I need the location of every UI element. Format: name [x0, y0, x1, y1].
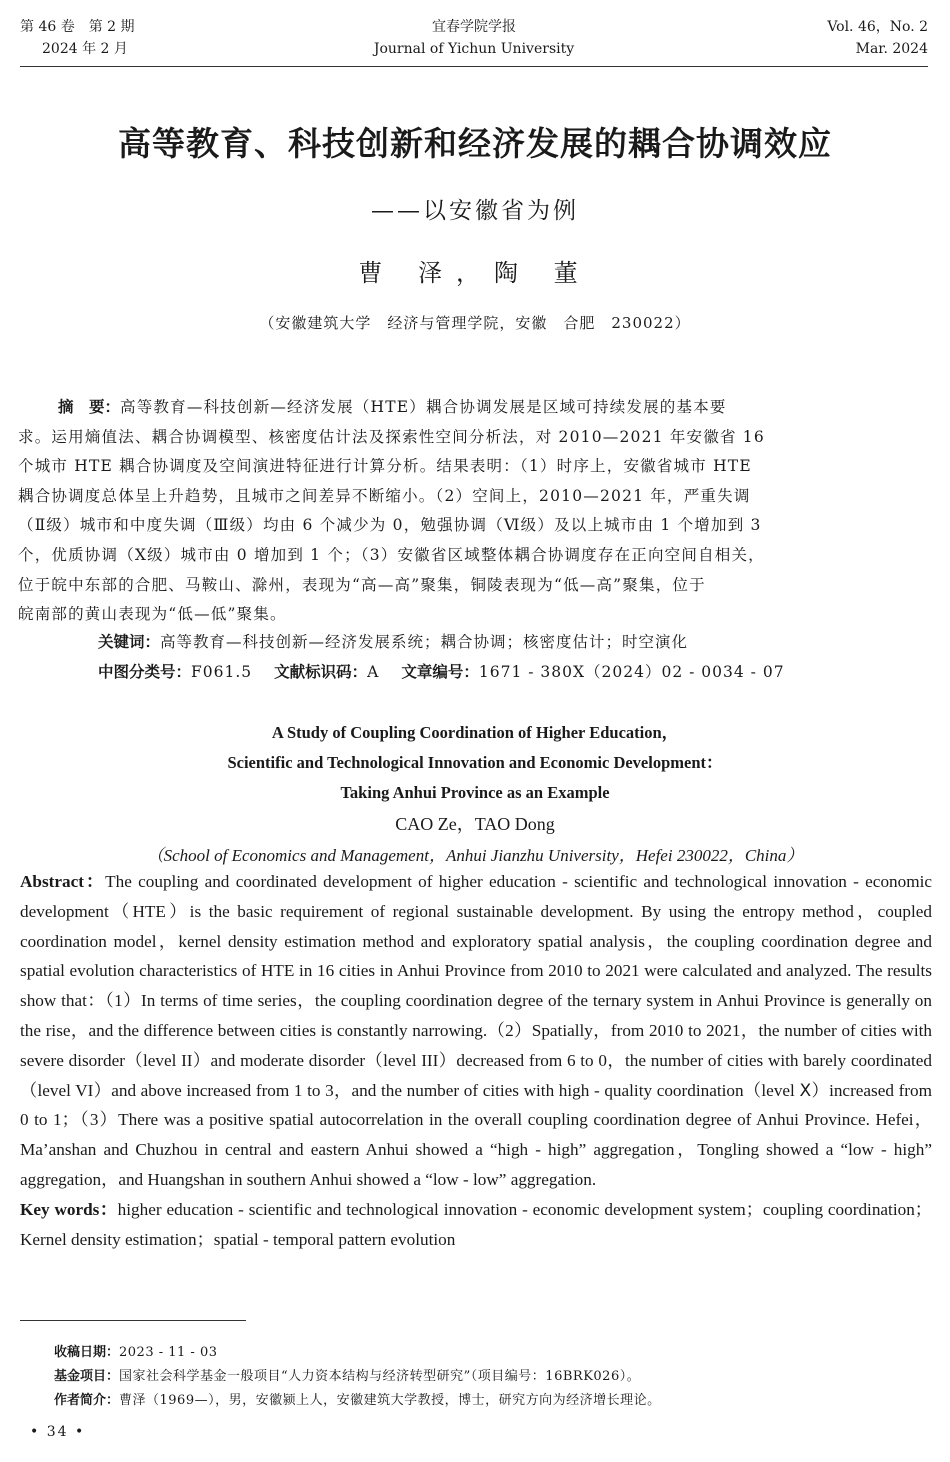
paper-subtitle: ——以安徽省为例 — [371, 198, 579, 224]
journal-name — [20, 16, 928, 60]
abstract-line-7: 位于皖中东部的合肥、马鞍山、滁州，表现为“高—高”聚集，铜陵表现为“低—高”聚集，位于 — [18, 575, 706, 594]
keywords-text: 高等教育—科技创新—经济发展系统；耦合协调；核密度估计；时空演化 — [160, 633, 689, 651]
english-abstract-text: The coupling and coordinated development of higher education - scientific and technological innovation - economic development（HTE）is the basic requirement of regional sustainable development. By using the entropy method，coupled coordination model，kernel density estimation method and exploratory spatial analysis，the coupling coordination degree and spatial evolution characteristics of HTE in 16 cities in Anhui Province from 2010 to 2021 were calculated and analyzed. The results show that：（1）In terms of time series，the coupling coordination degree of the ternary system in Anhui Province is generally on the rise，and the difference between cities is constantly narrowing.（2）Spatially，from 2010 to 2021，the number of cities with severe disorder（level II）and moderate disorder（level III）decreased from 6 to 0，the number of cities with barely coordinated（level VI）and above increased from 1 to 3，and the number of cities with high - quality coordination（level Ⅹ）increased from 0 to 1；（3）There was a positive spatial autocorrelation in the overall coupling coordination degree of Anhui Province. Hefei，Ma’anshan and Chuzhou in central and eastern Anhui showed a “high - high” aggregation，Tongling showed a “low - high” aggregation，and Huangshan in southern Anhui showed a “low - low” aggregation. — [20, 872, 932, 1189]
english-keywords-label: Key words： — [20, 1199, 118, 1219]
keywords-label: 关键词： — [98, 633, 161, 651]
paper-title: 高等教育、科技创新和经济发展的耦合协调效应 — [118, 124, 832, 163]
article-number-value: 1671 - 380X（2024）02 - 0034 - 07 — [478, 663, 785, 681]
english-keywords — [20, 1195, 932, 1255]
chinese-keywords — [98, 628, 688, 657]
clc-value: F061.5 — [191, 663, 253, 681]
footnote-fund: 基金项目：国家社会科学基金一般项目“人力资本结构与经济转型研究”（项目编号：16BRK026）。 — [54, 1369, 641, 1384]
english-title-line-2: Scientific and Technological Innovation and Economic Development： — [227, 753, 723, 772]
footnote-author: 作者简介：曹泽（1969—），男，安徽颍上人，安徽建筑大学教授，博士，研究方向为经济增长理论。 — [54, 1393, 661, 1408]
english-title-line-1: A Study of Coupling Coordination of Higher Education， — [271, 723, 679, 742]
abstract-line-8: 皖南部的黄山表现为“低—低”聚集。 — [18, 605, 287, 624]
abstract-line-4: 耦合协调度总体呈上升趋势，且城市之间差异不断缩小。（2）空间上，2010—2021 年，严重失调 — [18, 486, 751, 505]
issue-info-en — [827, 16, 928, 60]
volume-issue: 第 46 卷 第 2 期 — [20, 19, 135, 35]
english-authors: CAO Ze，TAO Dong — [395, 814, 555, 834]
chinese-abstract — [18, 393, 892, 630]
abstract-line-2: 求。运用熵值法、耦合协调模型、核密度估计法及探索性空间分析法，对 2010—2021 年安徽省 16 — [18, 427, 765, 446]
volume-issue-en: Vol. 46，No. 2 — [827, 19, 928, 35]
abstract-line-1: 摘 要：高等教育—科技创新—经济发展（HTE）耦合协调发展是区域可持续发展的基本要 — [58, 398, 727, 416]
article-number-label: 文章编号： — [401, 663, 479, 681]
journal-name-cn: 宜春学院学报 — [432, 19, 516, 35]
abstract-line-6: 个，优质协调（Ⅹ级）城市由 0 增加到 1 个；（3）安徽省区域整体耦合协调度存在正向空间自相关， — [18, 545, 765, 564]
author-affiliation: （安徽建筑大学 经济与管理学院，安徽 合肥 230022） — [259, 314, 691, 332]
page-number: • 34 • — [30, 1424, 86, 1440]
doc-code-label: 文献标识码： — [274, 663, 368, 681]
english-abstract — [20, 867, 932, 1254]
english-title-line-3: Taking Anhui Province as an Example — [340, 783, 610, 802]
footnote-divider — [20, 1320, 246, 1321]
issue-date-en: Mar. 2024 — [855, 41, 928, 57]
abstract-label: 摘 要： — [58, 398, 121, 416]
footnote-received: 收稿日期：2023 - 11 - 03 — [54, 1345, 218, 1360]
classification-info — [98, 658, 785, 687]
issue-date: 2024 年 2 月 — [42, 41, 128, 57]
english-abstract-label: Abstract： — [20, 872, 106, 891]
doc-code-value: A — [367, 663, 380, 681]
english-affiliation: （School of Economics and Management，Anhui Jianzhu University，Hefei 230022，China） — [146, 846, 804, 865]
abstract-line-5: （Ⅱ级）城市和中度失调（Ⅲ级）均由 6 个减少为 0，勉强协调（Ⅵ级）及以上城市由 1 个增加到 3 — [18, 516, 762, 535]
paper-authors: 曹 泽，陶 董 — [358, 259, 592, 287]
running-header — [20, 16, 928, 64]
header-divider — [20, 66, 928, 67]
clc-label: 中图分类号： — [98, 663, 192, 681]
english-abstract-paragraph — [20, 867, 932, 1195]
english-keywords-text: higher education - scientific and technological innovation - economic development system；coupling coordination；Kernel density estimation；spatial - temporal pattern evolution — [20, 1199, 932, 1249]
abstract-line-3: 个城市 HTE 耦合协调度及空间演进特征进行计算分析。结果表明：（1）时序上，安徽省城市 HTE — [18, 457, 752, 476]
journal-name-en: Journal of Yichun University — [373, 41, 575, 57]
